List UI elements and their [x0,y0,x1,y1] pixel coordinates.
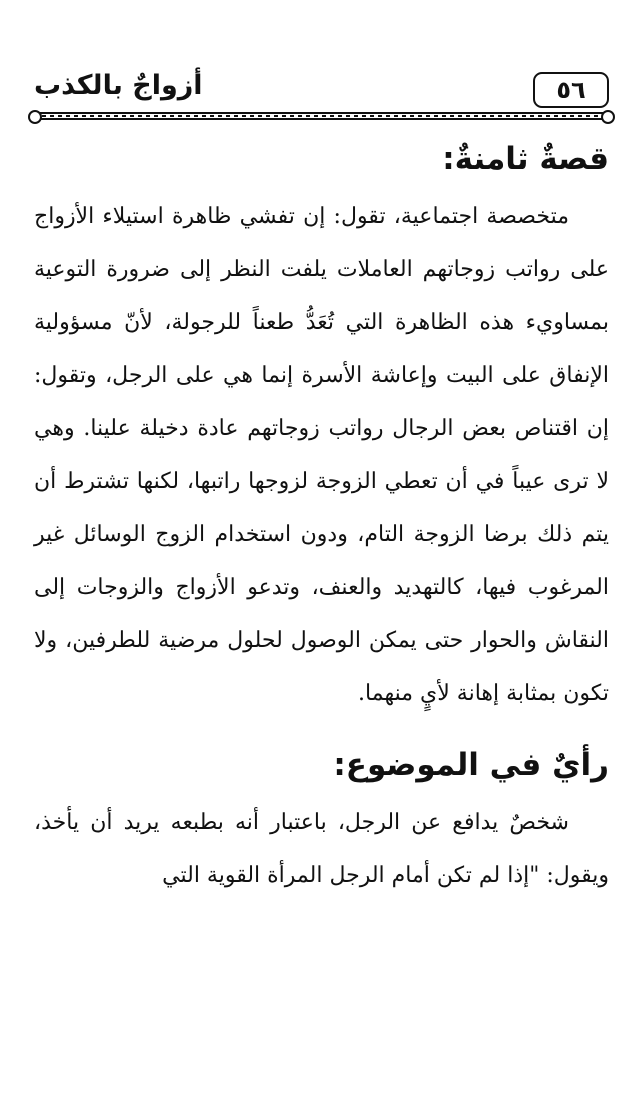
section-heading-story-eight: قصةٌ ثامنةٌ: [442,141,609,177]
page-number-badge: ٥٦ [533,72,609,108]
paragraph-opinion: شخصٌ يدافع عن الرجل، باعتبار أنه بطبعه يريد أن يأخذ، ويقول: "إذا لم تكن أمام الرجل المرأة القوية التي [34,810,609,888]
section-heading-opinion: رأيٌ في الموضوع: [333,747,609,783]
page-header [34,70,609,110]
paragraph-story-eight: متخصصة اجتماعية، تقول: إن تفشي ظاهرة استيلاء الأزواج على رواتب زوجاتهم العاملات يلفت النظر إلى ضرورة التوعية بمساويء هذه الظاهرة التي تُعَدُّ طعناً للرجولة، لأنّ مسؤولية الإنفاق على البيت وإعاشة الأسرة إنما هي على الرجل، وتقول: إن اقتناص بعض الرجال رواتب زوجاتهم عادة دخيلة علينا. وهي لا ترى عيباً في أن تعطي الزوجة لزوجها راتبها، لكنها تشترط أن يتم ذلك برضا الزوجة التام، ودون استخدام الزوج الوسائل غير المرغوب فيها، كالتهديد والعنف، وتدعو الأزواج والزوجات إلى النقاش والحوار حتى يمكن الوصول لحلول مرضية للطرفين، ولا تكون بمثابة إهانة لأيٍ منهما. [34,204,609,706]
running-title: أزواجٌ بالكذب [34,70,203,101]
header-divider [34,112,609,120]
page-body [34,128,609,902]
